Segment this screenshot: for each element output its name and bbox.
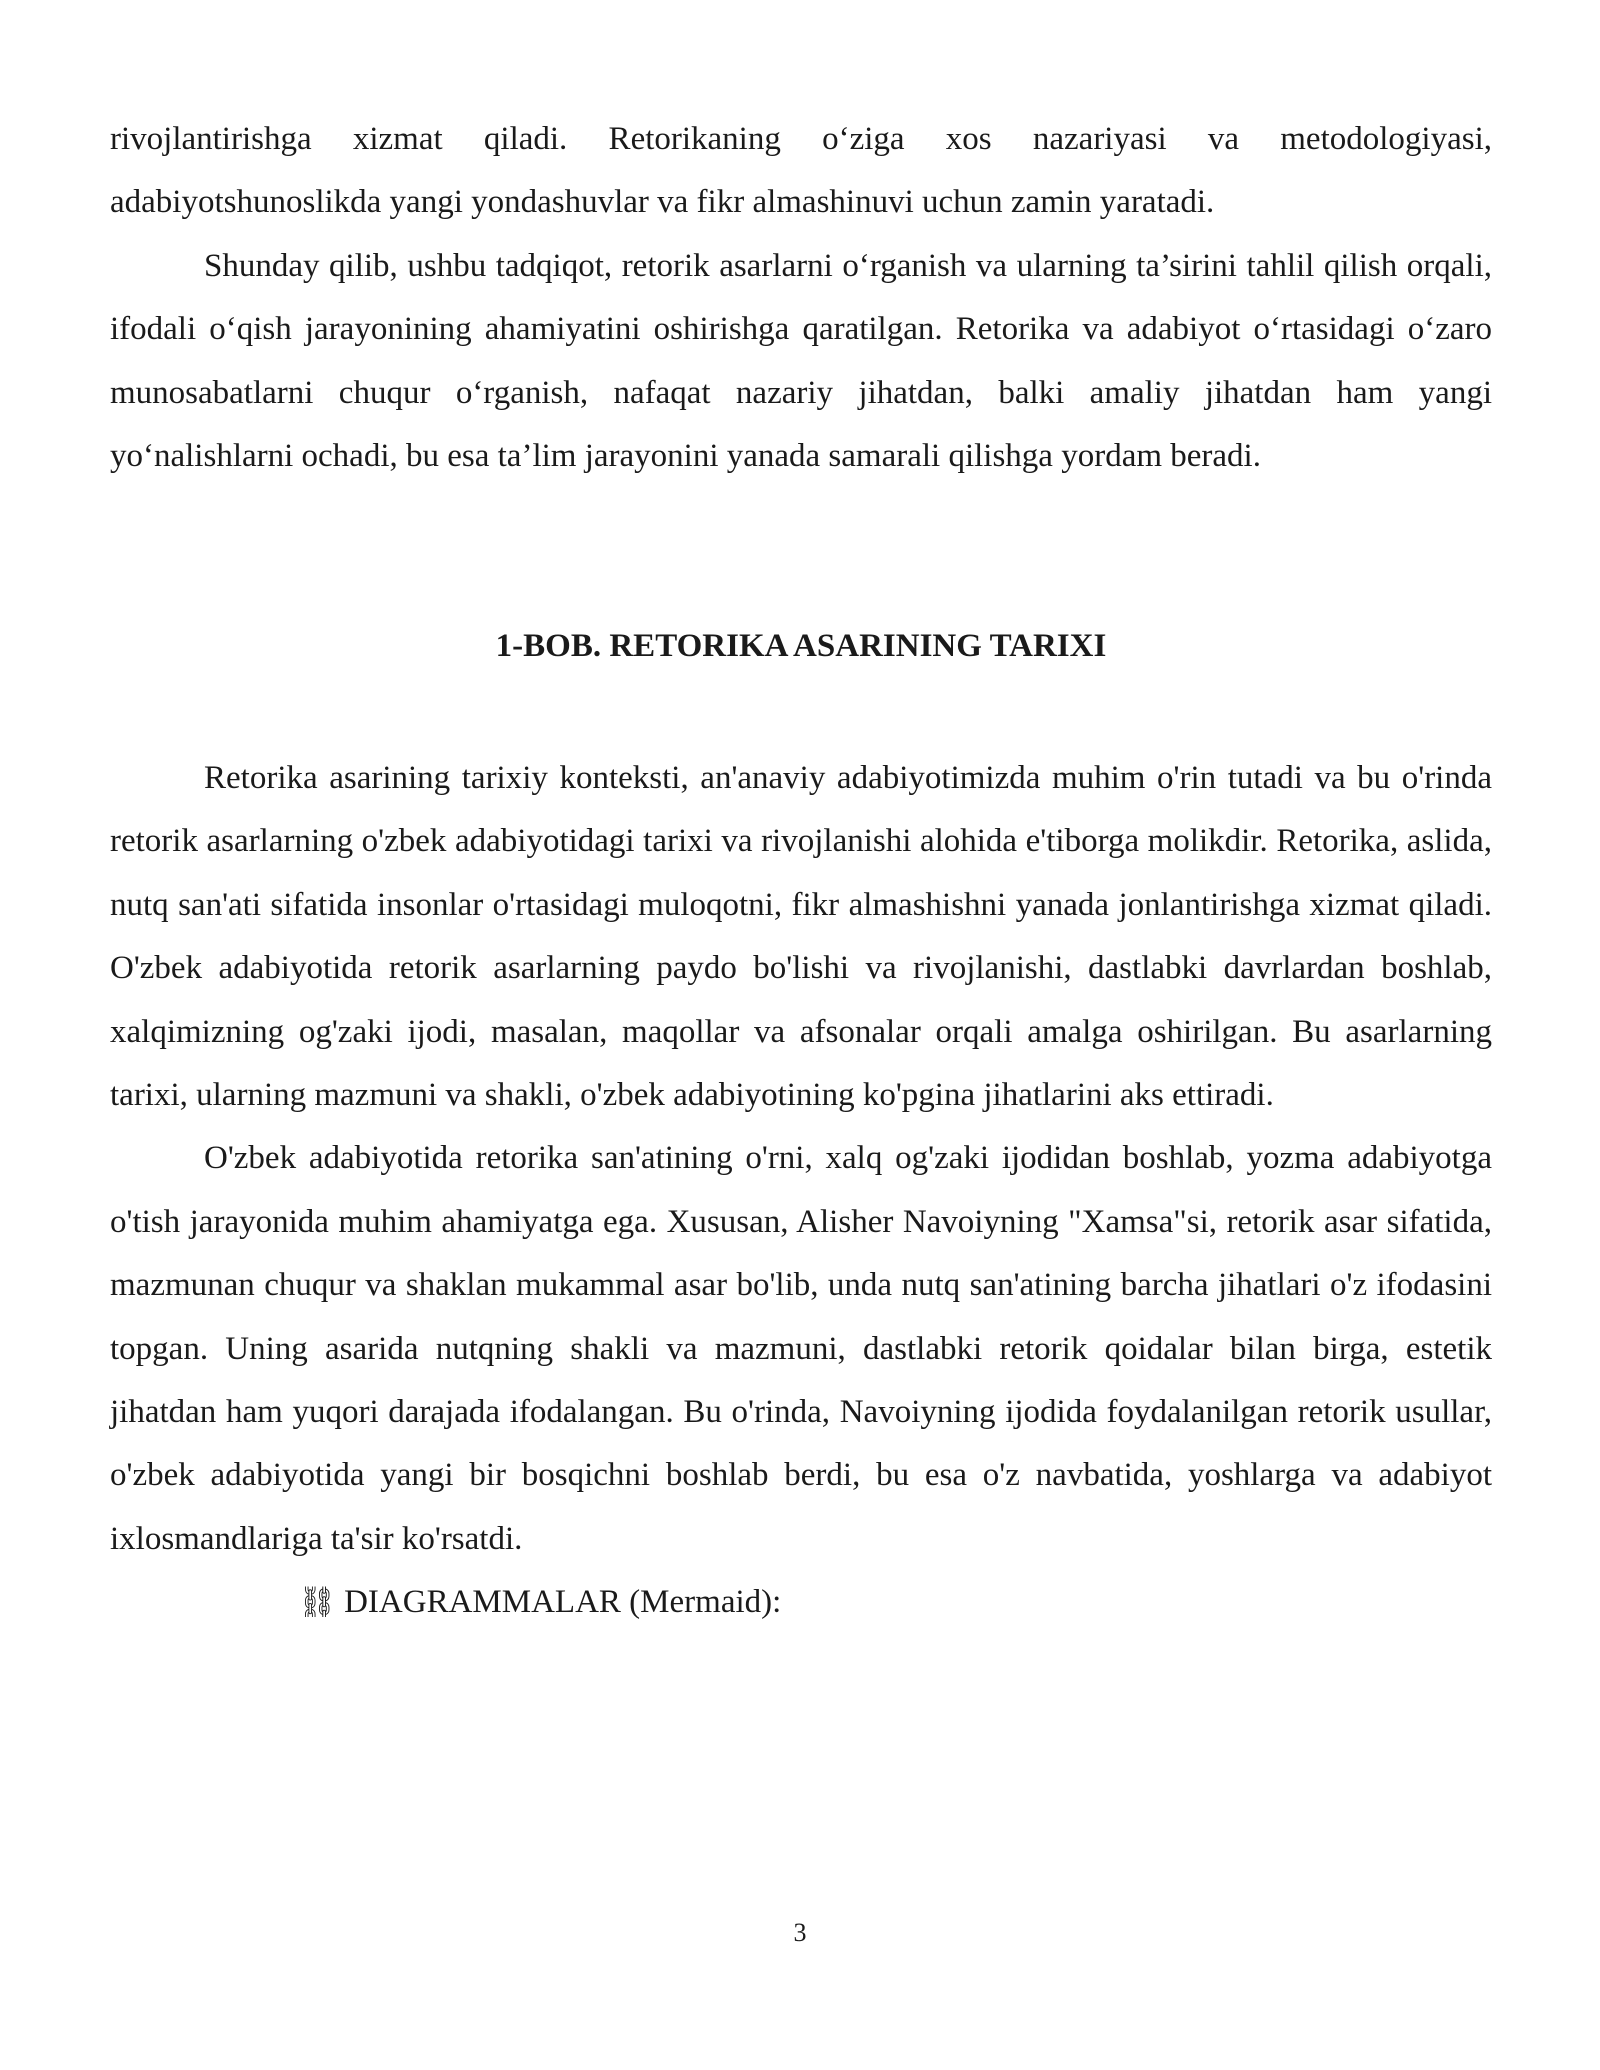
paragraph-1: rivojlantirishga xizmat qiladi. Retorikaning o‘ziga xos nazariyasi va metodologiyasi, adabiyotshunoslikda yangi yondashuvlar va fikr almashinuvi uchun zamin yaratadi. <box>110 121 1492 221</box>
page-number: 3 <box>793 1918 807 1947</box>
paragraph-4: O'zbek adabiyotida retorika san'atining o'rni, xalq og'zaki ijodidan boshlab, yozma adabiyotga o'tish jarayonida muhim ahamiyatga ega. Xususan, Alisher Navoiyning "Xamsa"si, retorik asar sifatida, mazmunan chuqur va shaklan mukammal asar bo'lib, unda nutq san'atining barcha jihatlari o'z ifodasini topgan. Uning asarida nutqning shakli va mazmuni, dastlabki retorik qoidalar bilan birga, estetik jihatdan ham yuqori darajada ifodalangan. Bu o'rinda, Navoiyning ijodida foydalanilgan retorik usullar, o'zbek adabiyotida yangi bir bosqichni boshlab berdi, bu esa o'z navbatida, yoshlarga va adabiyot ixlosmandlariga ta'sir ko'rsatdi. <box>110 1140 1492 1557</box>
chapter-heading: 1-BOB. RETORIKA ASARINING TARIXI <box>495 628 1107 664</box>
diagram-section-label <box>110 1571 1492 1634</box>
paragraph-2: Shunday qilib, ushbu tadqiqot, retorik asarlarni o‘rganish va ularning ta’sirini tahlil qilish orqali, ifodali o‘qish jarayonining ahamiyatini oshirishga qaratilgan. Retorika va adabiyot o‘rtasidagi o‘zaro munosabatlarni chuqur o‘rganish, nafaqat nazariy jihatdan, balki amaliy jihatdan ham yangi yo‘nalishlarni ochadi, bu esa ta’lim jarayonini yanada samarali qilishga yordam beradi. <box>110 247 1492 475</box>
document-body-top <box>110 108 1492 488</box>
diagram-label-text: DIAGRAMMALAR (Mermaid): <box>344 1584 782 1621</box>
link-icon: ⛓ <box>298 1585 337 1621</box>
paragraph-3: Retorika asarining tarixiy konteksti, an'anaviy adabiyotimizda muhim o'rin tutadi va bu o'rinda retorik asarlarning o'zbek adabiyotidagi tarixi va rivojlanishi alohida e'tiborga molikdir. Retorika, aslida, nutq san'ati sifatida insonlar o'rtasidagi muloqotni, fikr almashishni yanada jonlantirishga xizmat qiladi. O'zbek adabiyotida retorik asarlarning paydo bo'lishi va rivojlanishi, dastlabki davrlardan boshlab, xalqimizning og'zaki ijodi, masalan, maqollar va afsonalar orqali amalga oshirilgan. Bu asarlarning tarixi, ularning mazmuni va shakli, o'zbek adabiyotining ko'pgina jihatlarini aks ettiradi. <box>110 760 1492 1114</box>
document-body-bottom <box>110 747 1492 1635</box>
